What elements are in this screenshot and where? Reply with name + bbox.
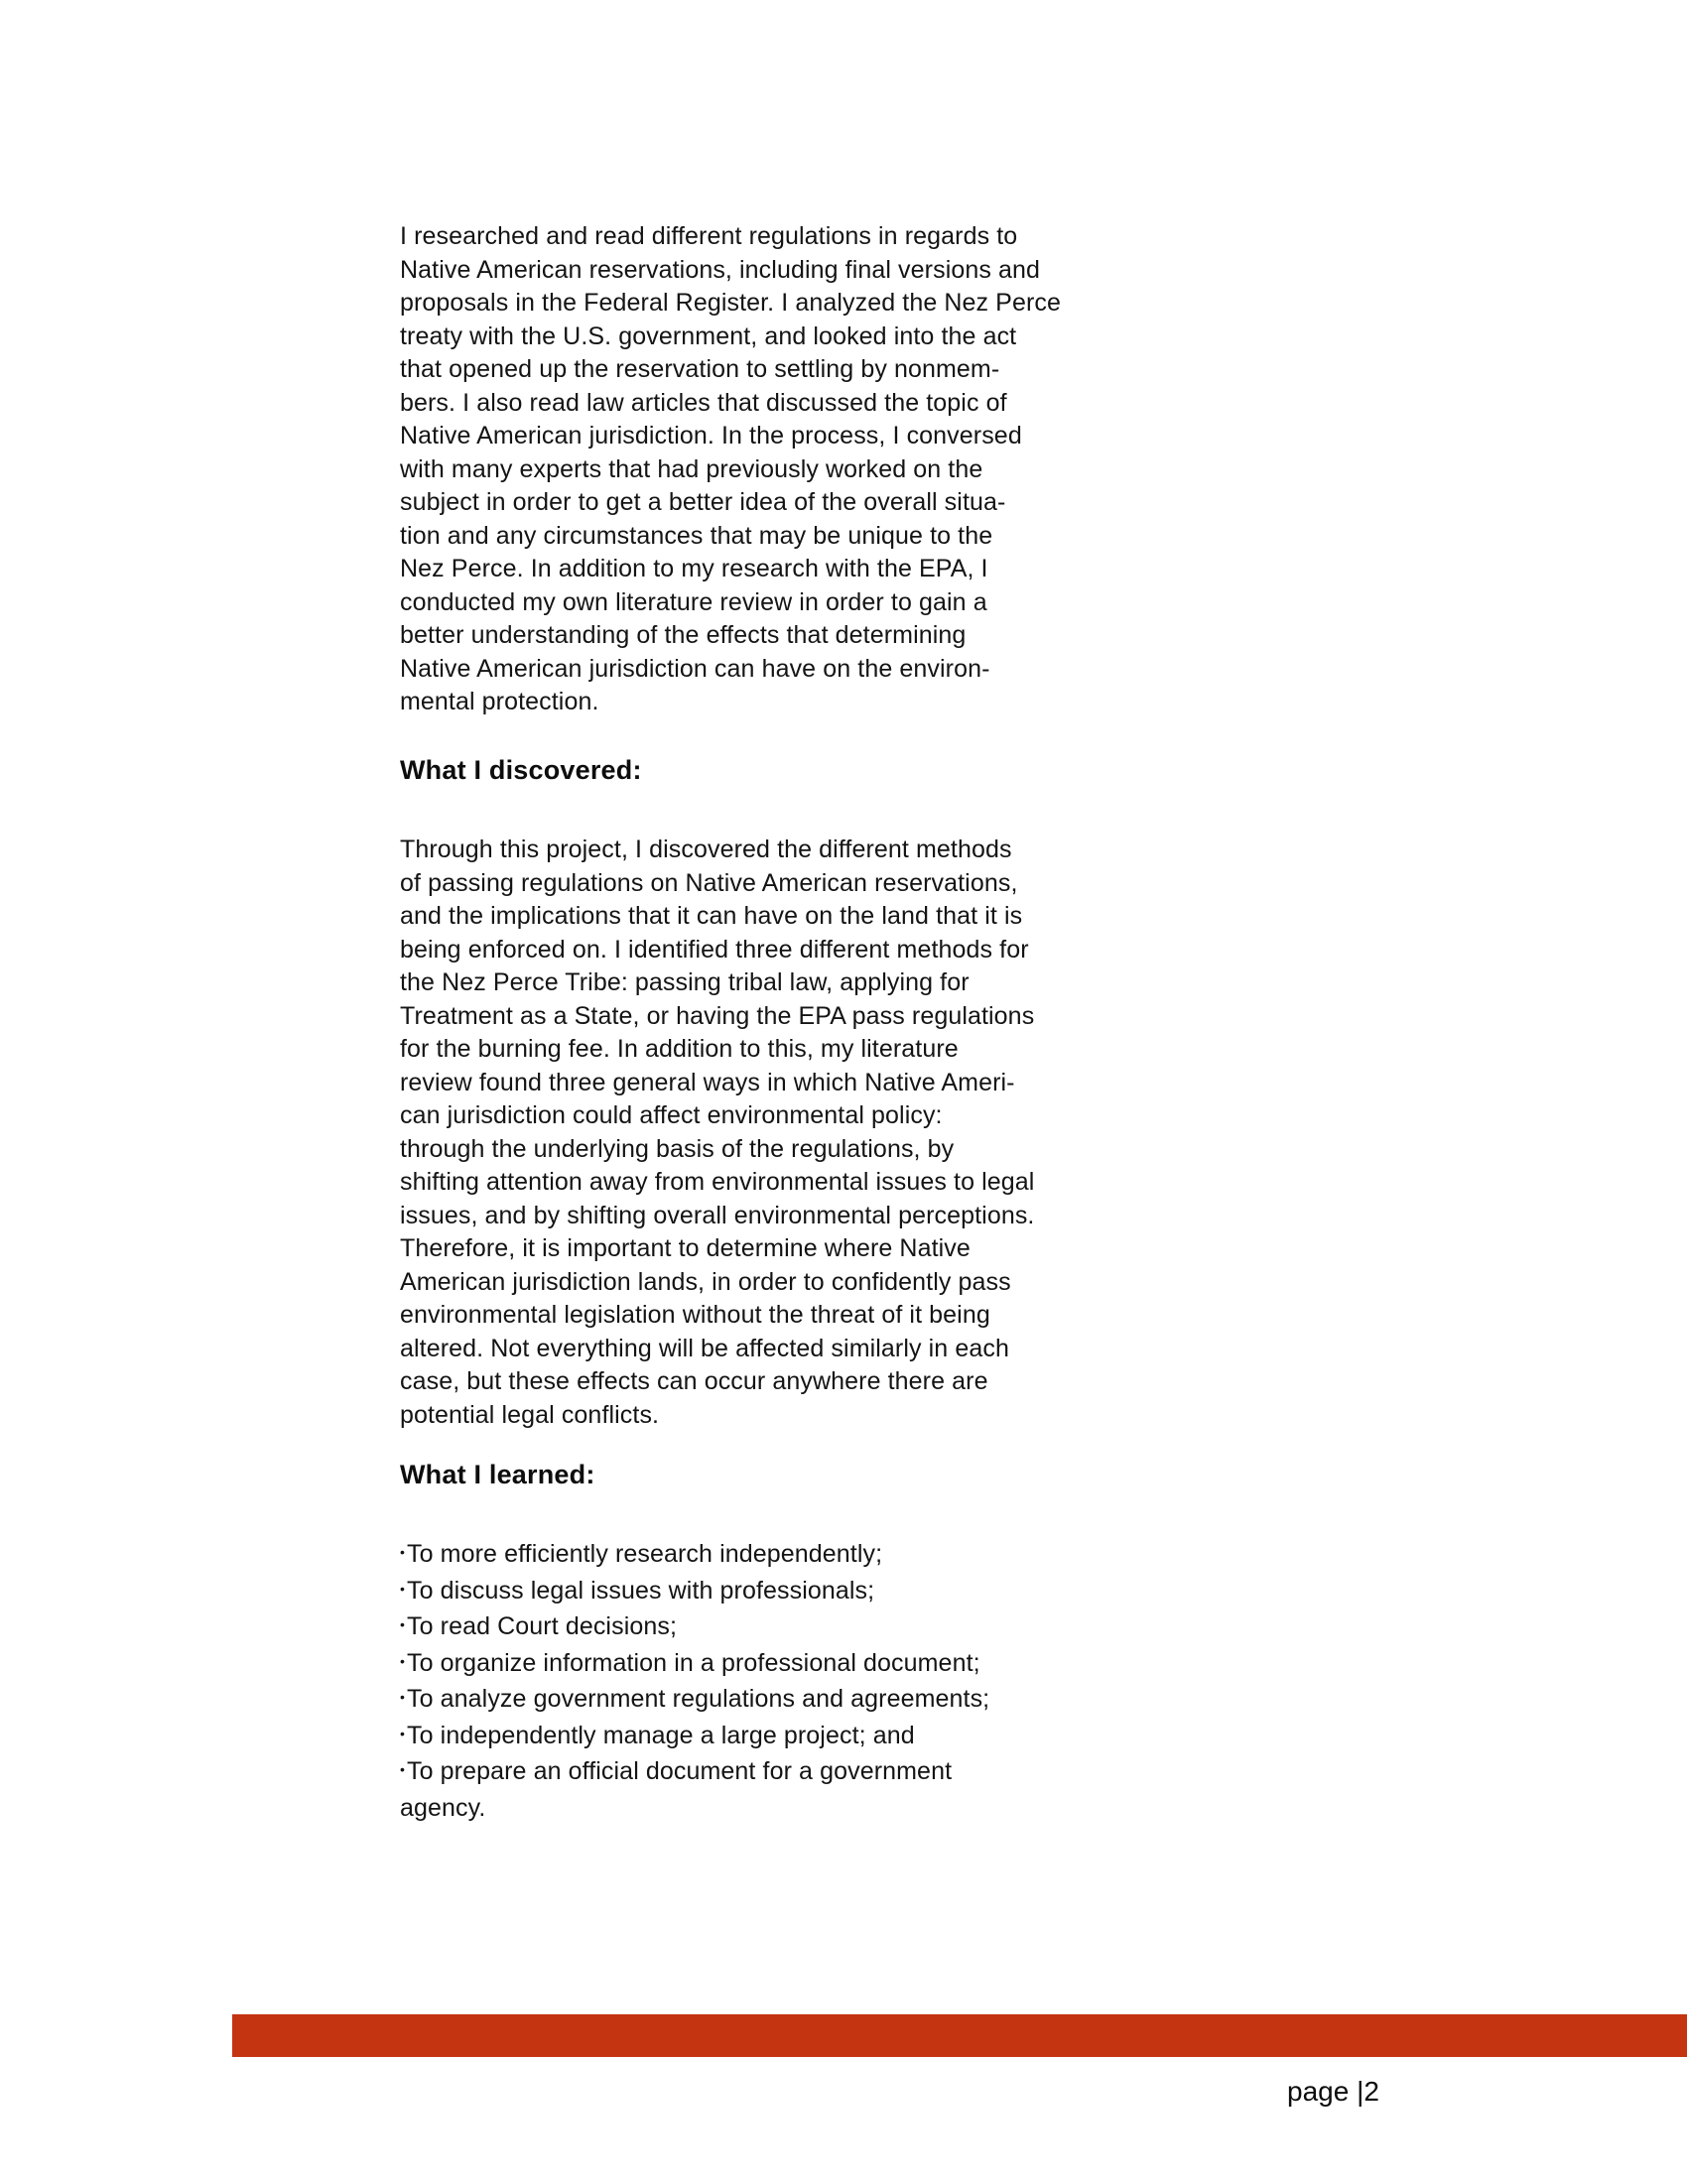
- page-number: page |2: [1287, 2076, 1379, 2107]
- text-line: review found three general ways in which Native Ameri-: [400, 1068, 1015, 1096]
- text-line: issues, and by shifting overall environmental perceptions.: [400, 1201, 1035, 1229]
- bullet-icon: •: [400, 1580, 406, 1597]
- list-item: [400, 1575, 1154, 1611]
- text-line: tion and any circumstances that may be unique to the: [400, 521, 993, 550]
- list-item: [400, 1647, 1154, 1684]
- text-line: being enforced on. I identified three different methods for: [400, 935, 1029, 964]
- text-line: Through this project, I discovered the different methods: [400, 835, 1012, 863]
- list-item-text: To organize information in a professional document;: [407, 1648, 980, 1677]
- text-line: conducted my own literature review in order to gain a: [400, 587, 987, 616]
- text-line: of passing regulations on Native American reservations,: [400, 868, 1018, 897]
- list-item: [400, 1538, 1154, 1575]
- list-item-text: To read Court decisions;: [407, 1612, 677, 1640]
- list-item: [400, 1683, 1154, 1720]
- list-item: [400, 1755, 1154, 1792]
- text-line: proposals in the Federal Register. I analyzed the Nez Perce: [400, 289, 1061, 317]
- bullet-icon: •: [400, 1616, 406, 1632]
- list-item: [400, 1610, 1154, 1647]
- text-line: can jurisdiction could affect environmental policy:: [400, 1101, 943, 1129]
- list-continuation-line: agency.: [400, 1793, 486, 1822]
- bullet-icon: •: [400, 1725, 406, 1741]
- text-line: environmental legislation without the threat of it being: [400, 1301, 990, 1329]
- text-line: shifting attention away from environmental issues to legal: [400, 1168, 1035, 1196]
- text-line: Nez Perce. In addition to my research with the EPA, I: [400, 555, 988, 582]
- text-line: bers. I also read law articles that discussed the topic of: [400, 388, 1007, 417]
- text-line: Native American jurisdiction can have on the environ-: [400, 654, 990, 683]
- text-line: through the underlying basis of the regulations, by: [400, 1134, 955, 1163]
- footer-accent-bar: [232, 2014, 1687, 2057]
- text-line: better understanding of the effects that determining: [400, 621, 967, 649]
- discovered-paragraph: [400, 834, 1154, 1432]
- list-item: [400, 1720, 1154, 1756]
- text-line: and the implications that it can have on the land that it is: [400, 902, 1023, 930]
- list-item-text: To discuss legal issues with professionals;: [407, 1576, 875, 1605]
- bullet-icon: •: [400, 1761, 406, 1777]
- list-item-text: To analyze government regulations and agreements;: [407, 1685, 990, 1713]
- intro-paragraph: [400, 220, 1154, 719]
- text-line: American jurisdiction lands, in order to confidently pass: [400, 1267, 1011, 1296]
- text-line: that opened up the reservation to settling by nonmem-: [400, 355, 1000, 383]
- text-line: I researched and read different regulations in regards to: [400, 222, 1018, 250]
- learned-heading: What I learned:: [400, 1460, 595, 1489]
- text-line: for the burning fee. In addition to this, my literature: [400, 1035, 959, 1063]
- bullet-icon: •: [400, 1544, 406, 1560]
- text-line: the Nez Perce Tribe: passing tribal law, applying for: [400, 968, 970, 996]
- list-item-text: To independently manage a large project; and: [407, 1721, 915, 1749]
- text-line: potential legal conflicts.: [400, 1400, 660, 1429]
- text-line: subject in order to get a better idea of the overall situa-: [400, 488, 1006, 516]
- text-line: Native American reservations, including final versions and: [400, 255, 1041, 284]
- learned-list: [400, 1538, 1154, 1825]
- discovered-heading: What I discovered:: [400, 755, 642, 785]
- list-item-text: To prepare an official document for a government: [407, 1757, 953, 1785]
- text-line: case, but these effects can occur anywhere there are: [400, 1367, 988, 1395]
- text-line: Native American jurisdiction. In the process, I conversed: [400, 422, 1022, 450]
- text-line: with many experts that had previously worked on the: [400, 454, 983, 483]
- text-line: Treatment as a State, or having the EPA pass regulations: [400, 1001, 1035, 1030]
- text-line: Therefore, it is important to determine where Native: [400, 1234, 971, 1262]
- text-line: mental protection.: [400, 688, 599, 715]
- bullet-icon: •: [400, 1689, 406, 1705]
- list-item-text: To more efficiently research independently;: [407, 1540, 883, 1568]
- text-line: altered. Not everything will be affected similarly in each: [400, 1334, 1009, 1362]
- bullet-icon: •: [400, 1652, 406, 1669]
- text-line: treaty with the U.S. government, and looked into the act: [400, 321, 1017, 350]
